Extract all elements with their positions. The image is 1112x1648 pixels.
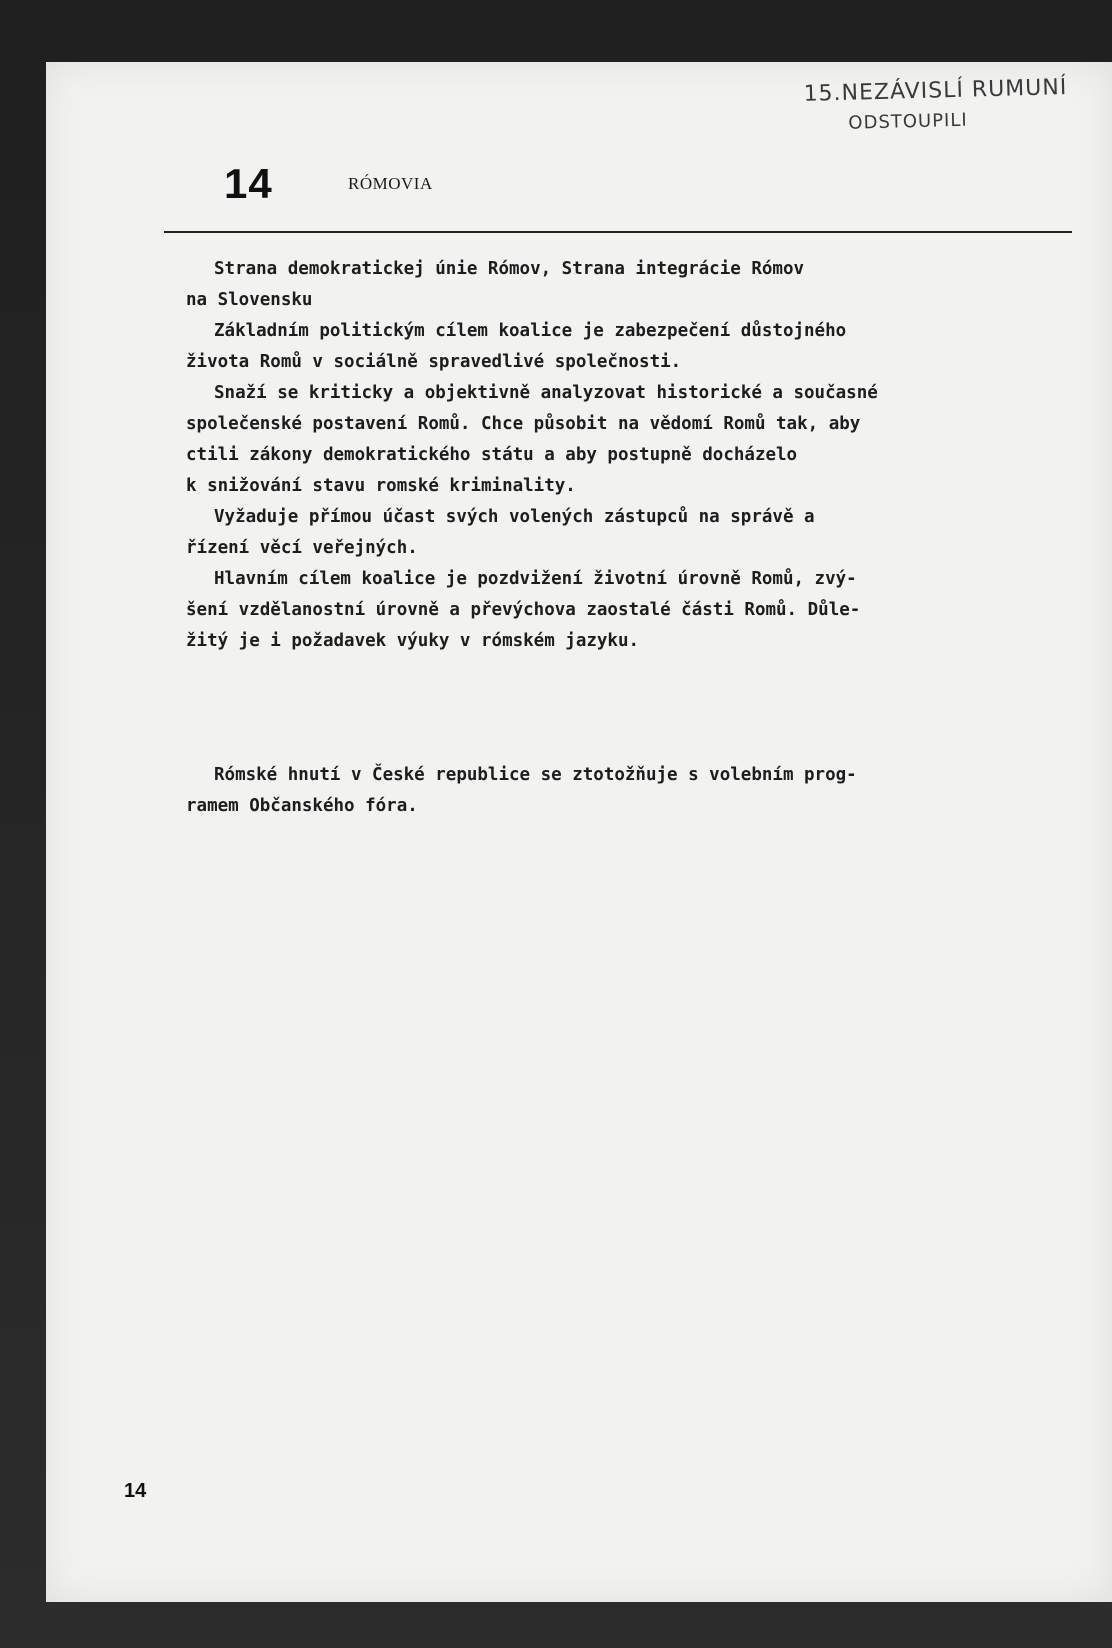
paragraph-2-line4: k snižování stavu romské kriminality.: [186, 476, 576, 496]
chapter-number: 14: [224, 160, 273, 207]
party-heading-line2: na Slovensku: [186, 290, 313, 310]
paragraph-1-line1: Základním politickým cílem koalice je zabezpečení důstojného: [214, 321, 847, 341]
paragraph-4-line1: Hlavním cílem koalice je pozdvižení životní úrovně Romů, zvý-: [214, 569, 857, 589]
paragraph-3-line2: řízení věcí veřejných.: [186, 538, 418, 558]
party-heading-line1: Strana demokratickej únie Rómov, Strana integrácie Rómov: [214, 259, 805, 279]
paragraph-2: [186, 378, 1076, 502]
paragraph-4-line3: žitý je i požadavek výuky v rómském jazyku.: [186, 631, 640, 651]
closing-line2: ramem Občanského fóra.: [186, 796, 418, 816]
paragraph-4: [186, 564, 1076, 657]
paragraph-3-line1: Vyžaduje přímou účast svých volených zástupců na správě a: [214, 507, 815, 527]
handwritten-note: [803, 72, 1104, 140]
page-number: 14: [124, 1480, 147, 1502]
chapter-title: RÓMOVIA: [348, 174, 433, 193]
body-text: [186, 254, 1076, 657]
closing-line1: Rómské hnutí v České republice se ztotožňuje s volebním prog-: [214, 765, 857, 785]
paragraph-1: [186, 316, 1076, 378]
handwritten-note-line2: ODSTOUPILI: [848, 109, 968, 134]
paragraph-1-line2: života Romů v sociálně spravedlivé společnosti.: [186, 352, 682, 372]
paragraph-4-line2: šení vzdělanostní úrovně a převýchova zaostalé části Romů. Důle-: [186, 600, 861, 620]
party-heading: [186, 254, 1076, 316]
paragraph-2-line3: ctili zákony demokratického státu a aby postupně docházelo: [186, 445, 798, 465]
document-page: [46, 62, 1112, 1602]
handwritten-note-line1: 15.NEZÁVISLÍ RUMUNÍ: [803, 75, 1068, 107]
header-divider: [164, 231, 1072, 233]
paragraph-2-line1: Snaží se kriticky a objektivně analyzovat historické a současné: [214, 383, 878, 403]
paragraph-3: [186, 502, 1076, 564]
closing-statement: [186, 760, 1076, 822]
paragraph-2-line2: společenské postavení Romů. Chce působit na vědomí Romů tak, aby: [186, 414, 861, 434]
